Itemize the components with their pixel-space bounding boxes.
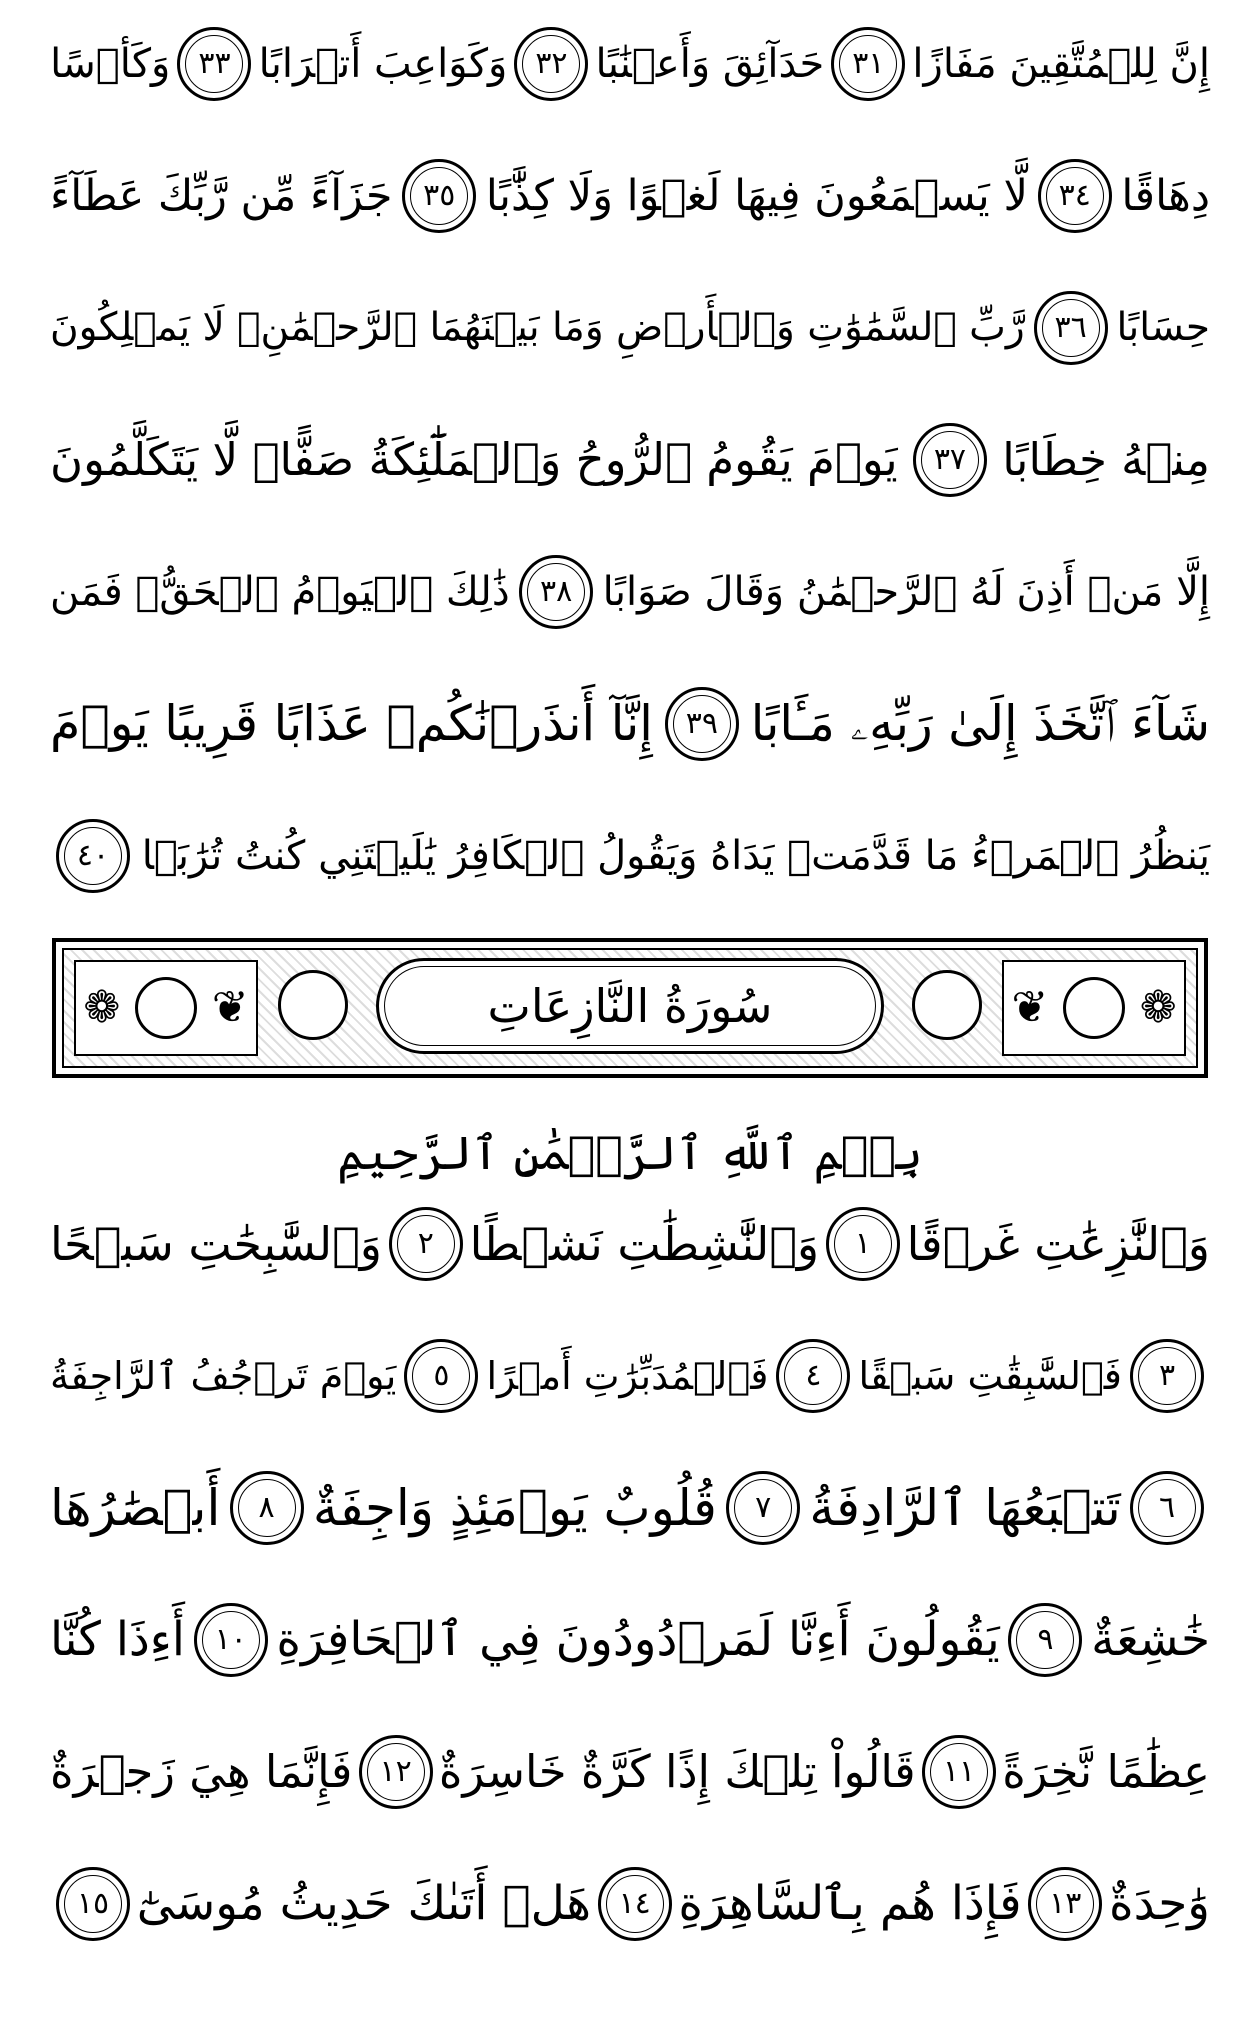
ayah-number-marker (1034, 291, 1108, 365)
ayah-number-marker (922, 1735, 996, 1809)
verse-text: فَإِذَا هُم بِٱلسَّاهِرَةِ (678, 1876, 1022, 1931)
verse-text: أَءِذَا كُنَّا (50, 1612, 185, 1667)
ring-icon (135, 977, 197, 1039)
verse-text: خَٰشِعَةٌ (1091, 1612, 1210, 1667)
verse-text: دِهَاقًا (1121, 171, 1210, 221)
verse-text: يَوۡمَ تَرۡجُفُ ٱلرَّاجِفَةُ (50, 1354, 397, 1398)
ayah-number-marker (519, 555, 593, 629)
verse-text: رَّبِّ ٱلسَّمَٰوَٰتِ وَٱلۡأَرۡضِ وَمَا بَيۡنَهُمَا ٱلرَّحۡمَٰنِۖ لَا يَمۡلِكُونَ (50, 305, 1025, 350)
verse-text: حِسَابًا (1116, 305, 1210, 350)
scroll-icon: ❦ (211, 982, 249, 1033)
ayah-number-marker (177, 27, 251, 101)
ayah-number-marker (831, 27, 905, 101)
verse-text: يَقُولُونَ أَءِنَّا لَمَرۡدُودُونَ فِي ٱلۡحَافِرَةِ (276, 1612, 1000, 1667)
ayah-number-marker (776, 1339, 850, 1413)
floral-icon: ❁ (83, 982, 121, 1033)
basmala: بِسۡمِ ٱللَّهِ ٱلرَّحۡمَٰنِ ٱلرَّحِيمِ (337, 1126, 923, 1180)
surah-title-cartouche (376, 958, 884, 1054)
ayah-number: ٤٠ (76, 838, 110, 873)
ayah-number: ٧ (755, 1490, 772, 1525)
verse-line (50, 808, 1210, 904)
verse-line (50, 1724, 1210, 1820)
ayah-number: ٦ (1158, 1490, 1176, 1525)
ayah-number: ٣١ (852, 46, 885, 81)
ayah-number-marker (826, 1207, 900, 1281)
ayah-number-marker (1130, 1471, 1204, 1545)
left-floral-ornament (74, 960, 258, 1056)
ring-icon (1063, 977, 1125, 1039)
verse-line (50, 1460, 1210, 1556)
scroll-icon: ❦ (1011, 982, 1049, 1033)
ayah-number: ٣٤ (1058, 178, 1091, 213)
ayah-number: ١ (854, 1226, 871, 1261)
ayah-number: ٣٥ (423, 178, 456, 213)
verse-text: إِلَّا مَنۡ أَذِنَ لَهُ ٱلرَّحۡمَٰنُ وَقَالَ صَوَابًا (602, 569, 1210, 615)
ayah-number-marker (598, 1867, 672, 1941)
ayah-number: ٩ (1037, 1622, 1054, 1657)
ayah-number-marker (389, 1207, 463, 1281)
verse-text: تَتۡبَعُهَا ٱلرَّادِفَةُ (809, 1479, 1121, 1537)
ayah-number-marker (402, 159, 476, 233)
ayah-number: ٣٣ (198, 46, 231, 81)
ayah-number-marker (359, 1735, 433, 1809)
ayah-number-marker (1038, 159, 1112, 233)
verse-text: يَنظُرُ ٱلۡمَرۡءُ مَا قَدَّمَتۡ يَدَاهُ وَيَقُولُ ٱلۡكَافِرُ يَٰلَيۡتَنِي كُنتُ تُرَٰبَۢا (141, 833, 1210, 879)
verse-text: وَكَأۡسًا (50, 41, 171, 87)
verse-text: وَٰحِدَةٌ (1108, 1876, 1210, 1931)
verse-text: مِنۡهُ خِطَابًا (1002, 433, 1210, 486)
ayah-number-marker (404, 1339, 478, 1413)
ayah-number: ٣ (1158, 1358, 1176, 1393)
ayah-number-marker (1130, 1339, 1204, 1413)
ayah-number: ٤ (805, 1358, 822, 1393)
floral-icon: ❁ (1139, 982, 1177, 1033)
verse-text: جَزَآءً مِّن رَّبِّكَ عَطَآءً (50, 171, 393, 221)
ayah-number-marker (913, 423, 987, 497)
verse-line (50, 676, 1210, 772)
verse-text: وَٱلسَّٰبِحَٰتِ سَبۡحًا (50, 1217, 382, 1271)
ayah-number-marker (56, 819, 130, 893)
ayah-number-marker (194, 1603, 268, 1677)
verse-line (50, 544, 1210, 640)
right-floral-ornament (1002, 960, 1186, 1056)
surah-header-banner (52, 938, 1208, 1078)
verse-text: قُلُوبٌ يَوۡمَئِذٍ وَاجِفَةٌ (312, 1479, 717, 1537)
verse-text: حَدَآئِقَ وَأَعۡنَٰبًا (595, 41, 825, 87)
ayah-number: ٣٧ (933, 442, 967, 477)
verse-text: ذَٰلِكَ ٱلۡيَوۡمُ ٱلۡحَقُّۖ فَمَن (50, 569, 510, 615)
verse-text: فَٱلسَّٰبِقَٰتِ سَبۡقًا (858, 1354, 1122, 1398)
verse-text: هَلۡ أَتَىٰكَ حَدِيثُ مُوسَىٰٓ (136, 1876, 591, 1931)
ayah-number-marker (665, 687, 739, 761)
surah-title: سُورَةُ النَّازِعَاتِ (487, 979, 773, 1033)
verse-text: إِنَّ لِلۡمُتَّقِينَ مَفَازًا (912, 41, 1210, 87)
banner-medallion (278, 970, 348, 1040)
ayah-number: ٣٨ (540, 574, 573, 609)
verse-line (50, 1856, 1210, 1952)
verse-line (50, 412, 1210, 508)
verse-text: فَٱلۡمُدَبِّرَٰتِ أَمۡرًا (486, 1354, 769, 1398)
ayah-number: ٥ (433, 1358, 450, 1393)
verse-text: وَٱلنَّٰزِعَٰتِ غَرۡقًا (906, 1217, 1210, 1271)
verse-line (50, 1328, 1210, 1424)
verse-text: عِظَٰمًا نَّخِرَةً (1002, 1745, 1210, 1798)
ayah-number-marker (1028, 1867, 1102, 1941)
verse-text: أَبۡصَٰرُهَا (50, 1479, 221, 1537)
verse-text: إِنَّآ أَنذَرۡنَٰكُمۡ عَذَابًا قَرِيبًا يَوۡمَ (50, 695, 653, 752)
ayah-number: ٣٦ (1054, 310, 1087, 345)
ayah-number-marker (1008, 1603, 1082, 1677)
ayah-number: ١٠ (214, 1622, 247, 1657)
ayah-number: ٨ (258, 1490, 275, 1525)
verse-line (50, 16, 1210, 112)
verse-text: لَّا يَسۡمَعُونَ فِيهَا لَغۡوًا وَلَا كِذَّٰبًا (485, 171, 1028, 221)
ayah-number: ١٤ (618, 1886, 651, 1921)
ayah-number: ١٢ (379, 1754, 412, 1789)
ayah-number: ٣٢ (535, 46, 568, 81)
ayah-number: ٢ (417, 1226, 434, 1261)
ayah-number: ١٣ (1049, 1886, 1082, 1921)
verse-text: يَوۡمَ يَقُومُ ٱلرُّوحُ وَٱلۡمَلَٰٓئِكَةُ صَفًّاۖ لَّا يَتَكَلَّمُونَ (50, 433, 898, 486)
ayah-number-marker (56, 1867, 130, 1941)
verse-line (50, 1592, 1210, 1688)
banner-medallion (912, 970, 982, 1040)
verse-text: شَآءَ ٱتَّخَذَ إِلَىٰ رَبِّهِۦ مَـَٔابًا (750, 695, 1210, 752)
verse-line (50, 1196, 1210, 1292)
verse-text: فَإِنَّمَا هِيَ زَجۡرَةٌ (50, 1745, 353, 1798)
verse-line (50, 280, 1210, 376)
ayah-number-marker (514, 27, 588, 101)
ayah-number: ١١ (942, 1754, 976, 1789)
verse-line (50, 148, 1210, 244)
verse-text: وَٱلنَّٰشِطَٰتِ نَشۡطًا (469, 1217, 820, 1271)
ayah-number-marker (726, 1471, 800, 1545)
ayah-number: ١٥ (76, 1886, 110, 1921)
verse-text: وَكَوَاعِبَ أَتۡرَابًا (258, 41, 508, 87)
verse-text: قَالُواْ تِلۡكَ إِذًا كَرَّةٌ خَاسِرَةٌ (438, 1745, 916, 1798)
ayah-number: ٣٩ (685, 706, 718, 741)
ayah-number-marker (230, 1471, 304, 1545)
